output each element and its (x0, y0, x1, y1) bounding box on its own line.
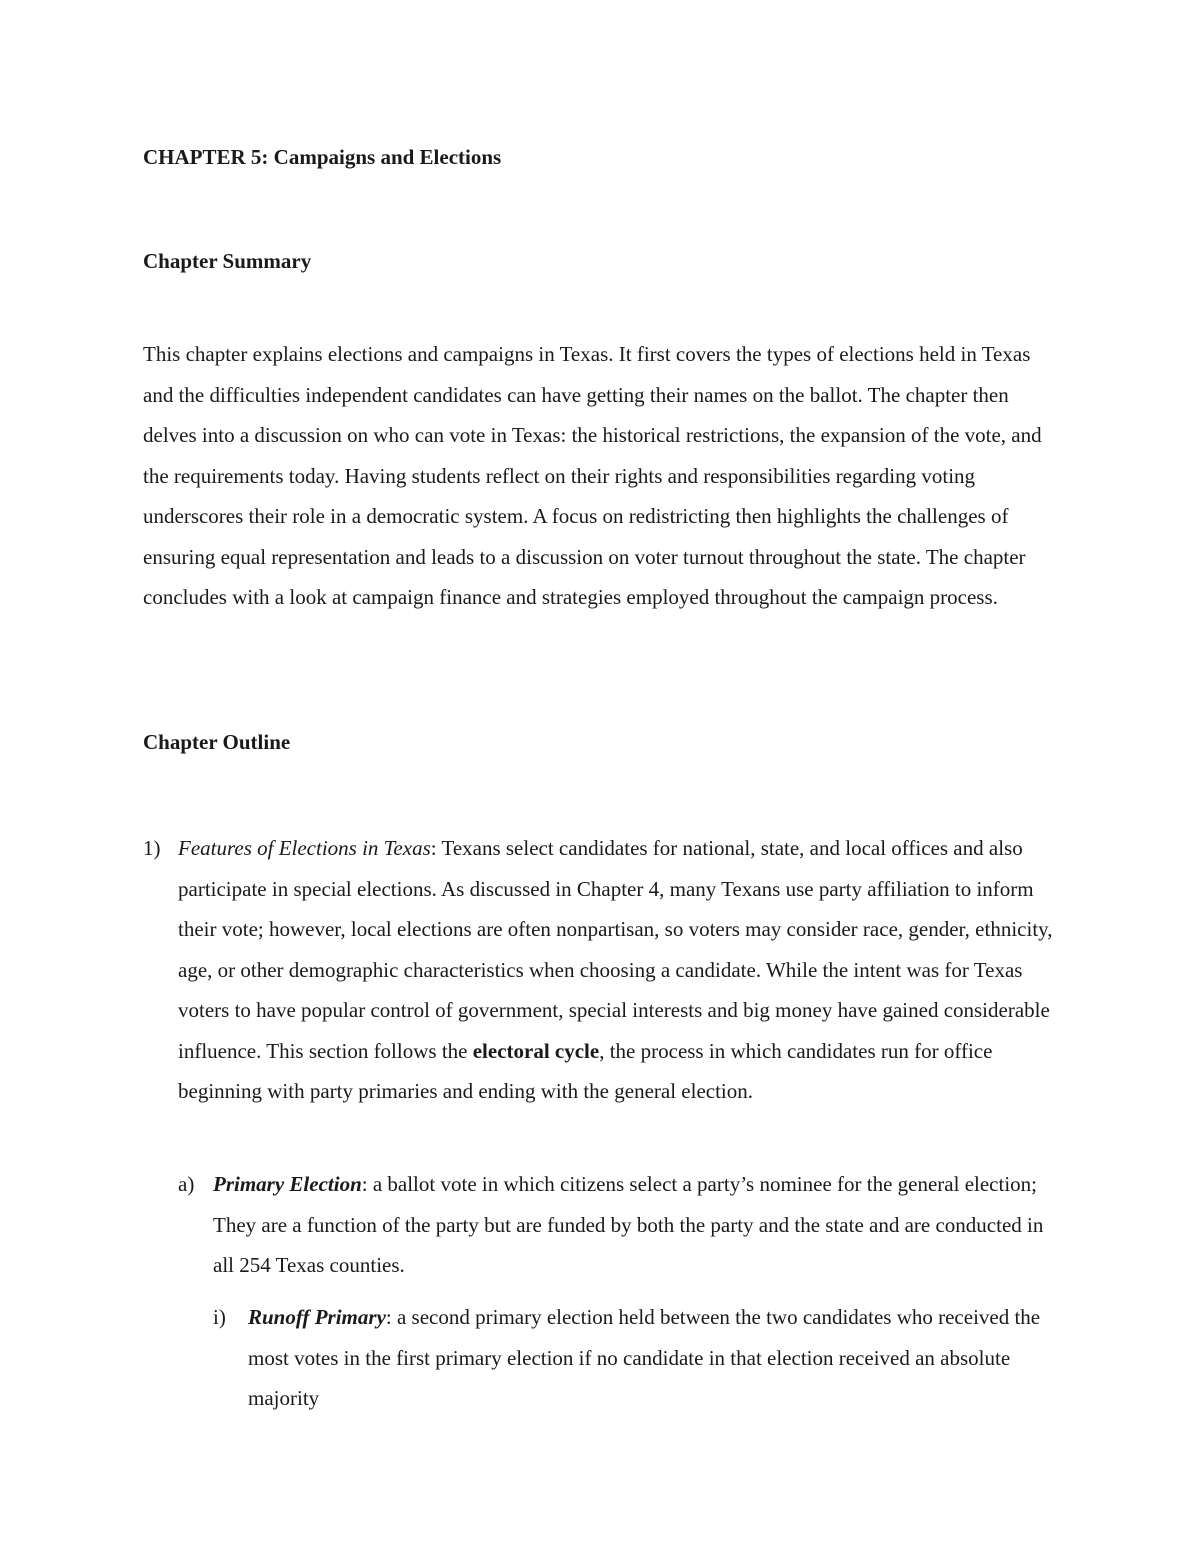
item-i-text: : a second primary election held between the two candidates who received the most votes in the first primary election if no candidate in that election received an absolute majority (248, 1305, 1041, 1410)
chapter-title: CHAPTER 5: Campaigns and Elections (143, 145, 502, 169)
outline-item-primary-election (213, 1164, 1063, 1286)
list-marker-1: 1) (143, 836, 161, 860)
item-1-text-part1: : Texans select candidates for national, state, and local offices and also participate in special elections. As discussed in Chapter 4, many Texans use party affiliation to inform their vote; however, local elections are often nonpartisan, so voters may consider race, gender, ethnicity, age, or other demographic characteristics when choosing a candidate. While the intent was for Texas voters to have popular control of government, special interests and big money have gained considerable influence. This section follows the (178, 836, 1053, 1063)
outline-item-runoff-primary (248, 1297, 1058, 1419)
summary-heading: Chapter Summary (143, 249, 312, 273)
term-features-of-elections: Features of Elections in Texas (178, 836, 431, 860)
outline-item-features (178, 828, 1068, 1112)
item-1-text-part2: , the process in which candidates run for office beginning with party primaries and ending with the general election. (178, 1038, 993, 1103)
list-marker-i: i) (213, 1305, 226, 1329)
term-electoral-cycle: electoral cycle (472, 1038, 600, 1063)
summary-paragraph: This chapter explains elections and campaigns in Texas. It first covers the types of elections held in Texas and the difficulties independent candidates can have getting their names on the ballot. The chapter then delves into a discussion on who can vote in Texas: the historical restrictions, the expansion of the vote, and the requirements today. Having students reflect on their rights and responsibilities regarding voting underscores their role in a democratic system. A focus on redistricting then highlights the challenges of ensuring equal representation and leads to a discussion on voter turnout throughout the state. The chapter concludes with a look at campaign finance and strategies employed throughout the campaign process. (143, 342, 1042, 609)
term-primary-election: Primary Election (213, 1172, 362, 1196)
item-a-text: : a ballot vote in which citizens select a party’s nominee for the general election; They are a function of the party but are funded by both the party and the state and are conducted in all 254 Texas counties. (213, 1172, 1044, 1277)
list-marker-a: a) (178, 1172, 195, 1196)
term-runoff-primary: Runoff Primary (248, 1305, 386, 1329)
outline-heading: Chapter Outline (143, 730, 291, 754)
